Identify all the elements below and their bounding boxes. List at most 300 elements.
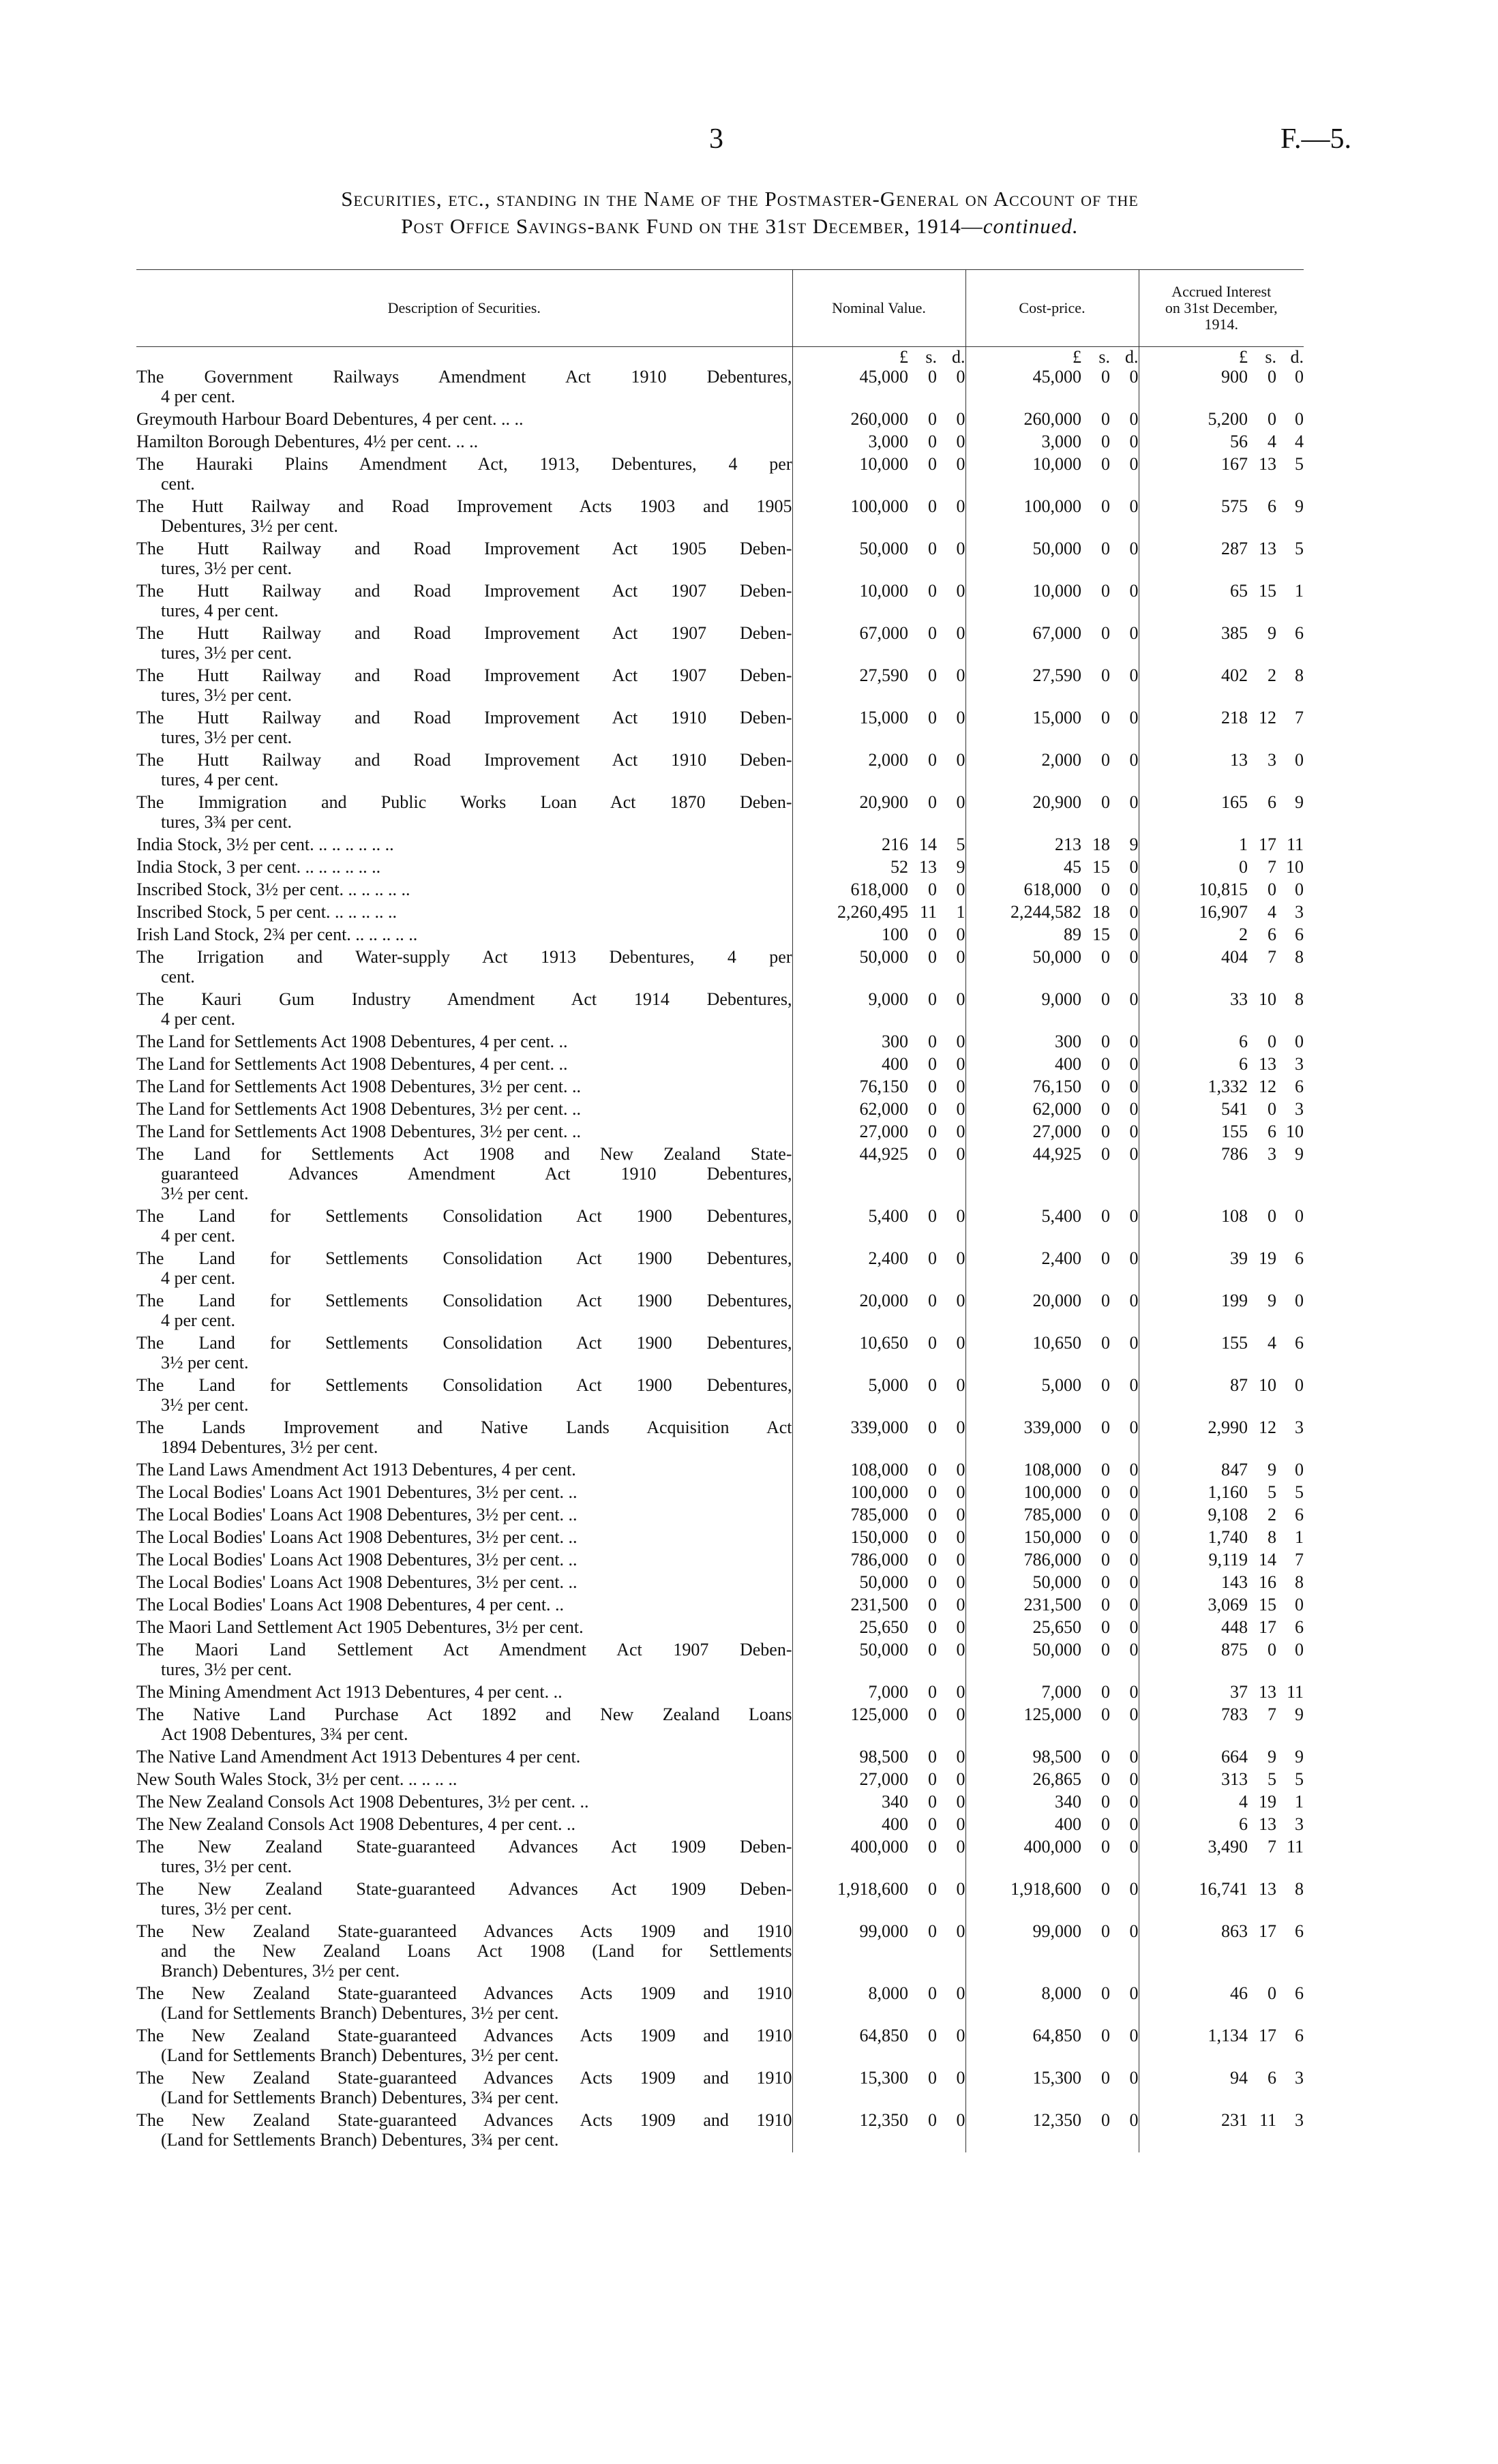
description-line-1: The New Zealand State-guaranteed Advances Acts 1909 and 1910 xyxy=(136,2068,792,2088)
security-description xyxy=(136,1482,792,1505)
nominal-pence: 0 xyxy=(956,367,965,387)
cost-pounds: 89 xyxy=(965,925,1081,947)
nominal-shillings: 0 xyxy=(928,1144,937,1164)
cost-shillings: 0 xyxy=(1101,1550,1110,1569)
nominal-shillings: 0 xyxy=(928,792,937,812)
interest-pence: 5 xyxy=(1295,539,1304,558)
cost-pence: 0 xyxy=(1129,857,1139,877)
cost-pounds: 27,000 xyxy=(965,1122,1081,1144)
interest-pence: 0 xyxy=(1295,1206,1304,1226)
security-description xyxy=(136,367,792,409)
description-line-2: 4 per cent. xyxy=(161,1268,236,1288)
interest-shillings: 4 xyxy=(1268,1333,1276,1353)
description-line-2: tures, 3½ per cent. xyxy=(161,643,293,663)
description-line-1: The Maori Land Settlement Act Amendment Act 1907 Deben- xyxy=(136,1640,792,1659)
nominal-shillings: 0 xyxy=(928,1704,937,1724)
security-description xyxy=(136,1550,792,1572)
interest-pence: 8 xyxy=(1295,1879,1304,1899)
description-line-1: The Mining Amendment Act 1913 Debentures, 4 per cent. .. xyxy=(136,1682,563,1702)
interest-pounds: 875 xyxy=(1139,1640,1248,1682)
cost-shillings: 0 xyxy=(1101,1879,1110,1899)
table-row xyxy=(136,1206,1304,1248)
description-line-1: Greymouth Harbour Board Debentures, 4 per cent. .. .. xyxy=(136,409,524,429)
cost-pence: 0 xyxy=(1129,1550,1139,1569)
cost-pence: 0 xyxy=(1129,1206,1139,1226)
cost-pounds: 7,000 xyxy=(965,1682,1081,1704)
interest-pence: 6 xyxy=(1295,1333,1304,1353)
cost-pence: 0 xyxy=(1129,1122,1139,1141)
cost-pence: 0 xyxy=(1129,454,1139,474)
cost-pence: 0 xyxy=(1129,623,1139,643)
nominal-shillings: 0 xyxy=(928,1682,937,1702)
interest-pounds: 87 xyxy=(1139,1375,1248,1417)
table-row xyxy=(136,1505,1304,1527)
security-description xyxy=(136,1333,792,1375)
nominal-pounds: 20,900 xyxy=(792,792,908,835)
description-line-1: The Hutt Railway and Road Improvement Act 1907 Deben- xyxy=(136,581,792,601)
description-line-1: The Native Land Purchase Act 1892 and New Zealand Loans xyxy=(136,1704,792,1724)
interest-shillings: 9 xyxy=(1268,1291,1276,1310)
nominal-shillings: 0 xyxy=(928,1206,937,1226)
nominal-pounds: 300 xyxy=(792,1032,908,1054)
nominal-pence: 5 xyxy=(956,835,965,854)
security-description xyxy=(136,1291,792,1333)
nominal-shillings: 0 xyxy=(928,880,937,899)
nominal-pounds: 27,590 xyxy=(792,665,908,708)
cost-pounds: 400 xyxy=(965,1054,1081,1077)
nominal-pounds: 1,918,600 xyxy=(792,1879,908,1921)
nominal-pence: 0 xyxy=(956,581,965,601)
table-row xyxy=(136,1248,1304,1291)
table-row xyxy=(136,1291,1304,1333)
nominal-pounds: 20,000 xyxy=(792,1291,908,1333)
nominal-pounds: 2,260,495 xyxy=(792,902,908,925)
security-description xyxy=(136,1769,792,1792)
cost-pence: 0 xyxy=(1129,1921,1139,1941)
cost-pounds: 260,000 xyxy=(965,409,1081,432)
nominal-pounds: 785,000 xyxy=(792,1505,908,1527)
description-line-1: The Local Bodies' Loans Act 1908 Debentures, 3½ per cent. .. xyxy=(136,1527,578,1547)
description-line-2: tures, 3½ per cent. xyxy=(161,1857,293,1876)
nominal-pence: 0 xyxy=(956,1077,965,1096)
cost-pence: 0 xyxy=(1129,2026,1139,2045)
table-row xyxy=(136,1077,1304,1099)
interest-shillings: 6 xyxy=(1268,1122,1276,1141)
interest-pounds: 783 xyxy=(1139,1704,1248,1747)
interest-shillings: 3 xyxy=(1268,750,1276,770)
description-line-1: The Irrigation and Water-supply Act 1913 Debentures, 4 per xyxy=(136,947,792,967)
description-line-1: The Government Railways Amendment Act 1910 Debentures, xyxy=(136,367,792,387)
nominal-pence: 1 xyxy=(956,902,965,922)
description-line-1: The Native Land Amendment Act 1913 Debentures 4 per cent. xyxy=(136,1747,581,1767)
interest-pounds: 16,907 xyxy=(1139,902,1248,925)
cost-pence: 0 xyxy=(1129,902,1139,922)
nominal-pounds: 62,000 xyxy=(792,1099,908,1122)
description-line-1: The Local Bodies' Loans Act 1908 Debentures, 4 per cent. .. xyxy=(136,1595,565,1614)
interest-pence: 0 xyxy=(1295,409,1304,429)
cost-shillings: 18 xyxy=(1092,835,1110,854)
nominal-shillings: 0 xyxy=(928,1769,937,1789)
cost-pounds: 100,000 xyxy=(965,496,1081,539)
interest-pounds: 1,134 xyxy=(1139,2026,1248,2068)
nominal-pence: 0 xyxy=(956,1417,965,1437)
cost-shillings: 0 xyxy=(1101,1814,1110,1834)
security-description xyxy=(136,792,792,835)
interest-shillings: 6 xyxy=(1268,792,1276,812)
unit-shilling: s. xyxy=(1265,347,1276,367)
header-nominal-value: Nominal Value. xyxy=(792,270,965,347)
nominal-pence: 0 xyxy=(956,1054,965,1074)
nominal-shillings: 0 xyxy=(928,925,937,944)
nominal-pence: 0 xyxy=(956,1595,965,1614)
cost-pounds: 5,000 xyxy=(965,1375,1081,1417)
nominal-pounds: 10,650 xyxy=(792,1333,908,1375)
nominal-pounds: 10,000 xyxy=(792,454,908,496)
security-description xyxy=(136,989,792,1032)
nominal-shillings: 0 xyxy=(928,1291,937,1310)
cost-pence: 0 xyxy=(1129,925,1139,944)
nominal-shillings: 0 xyxy=(928,539,937,558)
description-line-2: and the New Zealand Loans Act 1908 (Land for Settlements xyxy=(161,1941,792,1961)
description-line-1: The Land Laws Amendment Act 1913 Debentures, 4 per cent. xyxy=(136,1460,576,1479)
description-line-2: 3½ per cent. xyxy=(161,1395,249,1415)
interest-pence: 6 xyxy=(1295,2026,1304,2045)
security-description xyxy=(136,880,792,902)
nominal-pounds: 50,000 xyxy=(792,947,908,989)
description-line-1: The New Zealand State-guaranteed Advances Act 1909 Deben- xyxy=(136,1879,792,1899)
cost-shillings: 0 xyxy=(1101,1206,1110,1226)
cost-pounds: 45 xyxy=(965,857,1081,880)
cost-pence: 0 xyxy=(1129,1527,1139,1547)
header-accrued-interest xyxy=(1139,270,1304,347)
description-line-1: The Land for Settlements Consolidation Act 1900 Debentures, xyxy=(136,1291,792,1310)
cost-shillings: 0 xyxy=(1101,1099,1110,1119)
interest-pounds: 3,069 xyxy=(1139,1595,1248,1617)
unit-pound: £ xyxy=(792,347,908,367)
interest-pounds: 402 xyxy=(1139,665,1248,708)
nominal-pence: 0 xyxy=(956,665,965,685)
nominal-pence: 0 xyxy=(956,2068,965,2088)
cost-shillings: 0 xyxy=(1101,1792,1110,1812)
interest-pounds: 33 xyxy=(1139,989,1248,1032)
interest-pounds: 37 xyxy=(1139,1682,1248,1704)
description-line-2: 1894 Debentures, 3½ per cent. xyxy=(161,1437,378,1457)
nominal-shillings: 0 xyxy=(928,409,937,429)
security-description xyxy=(136,857,792,880)
header-interest-line-1: Accrued Interest xyxy=(1171,283,1272,300)
cost-pounds: 27,590 xyxy=(965,665,1081,708)
cost-pounds: 339,000 xyxy=(965,1417,1081,1460)
interest-shillings: 12 xyxy=(1259,708,1276,727)
cost-pounds: 340 xyxy=(965,1792,1081,1814)
nominal-pence: 0 xyxy=(956,708,965,727)
interest-shillings: 0 xyxy=(1268,880,1276,899)
cost-pence: 0 xyxy=(1129,432,1139,451)
nominal-pence: 0 xyxy=(956,1572,965,1592)
cost-pounds: 50,000 xyxy=(965,947,1081,989)
nominal-shillings: 0 xyxy=(928,665,937,685)
nominal-shillings: 0 xyxy=(928,1032,937,1051)
cost-shillings: 0 xyxy=(1101,2068,1110,2088)
description-line-2: 4 per cent. xyxy=(161,1009,236,1029)
table-row xyxy=(136,2068,1304,2110)
nominal-shillings: 0 xyxy=(928,947,937,967)
table-row xyxy=(136,792,1304,835)
nominal-shillings: 0 xyxy=(928,1921,937,1941)
nominal-pounds: 27,000 xyxy=(792,1122,908,1144)
nominal-pounds: 339,000 xyxy=(792,1417,908,1460)
security-description xyxy=(136,708,792,750)
interest-shillings: 3 xyxy=(1268,1144,1276,1164)
interest-shillings: 2 xyxy=(1268,665,1276,685)
interest-pounds: 664 xyxy=(1139,1747,1248,1769)
security-description xyxy=(136,1837,792,1879)
interest-shillings: 13 xyxy=(1259,1814,1276,1834)
interest-shillings: 4 xyxy=(1268,432,1276,451)
title-line-2-text: Post Office Savings-bank Fund on the 31st December, 1914— xyxy=(401,214,983,238)
nominal-pounds: 2,400 xyxy=(792,1248,908,1291)
cost-pounds: 400 xyxy=(965,1814,1081,1837)
cost-shillings: 0 xyxy=(1101,2110,1110,2130)
nominal-shillings: 13 xyxy=(919,857,937,877)
nominal-pence: 0 xyxy=(956,1792,965,1812)
interest-shillings: 14 xyxy=(1259,1550,1276,1569)
table-row xyxy=(136,432,1304,454)
description-line-1: The New Zealand State-guaranteed Advances Acts 1909 and 1910 xyxy=(136,2110,792,2130)
nominal-shillings: 0 xyxy=(928,1595,937,1614)
interest-pence: 3 xyxy=(1295,1054,1304,1074)
cost-shillings: 0 xyxy=(1101,1682,1110,1702)
description-line-1: Inscribed Stock, 5 per cent. .. .. .. .. .. xyxy=(136,902,397,922)
cost-pence: 0 xyxy=(1129,1248,1139,1268)
cost-shillings: 0 xyxy=(1101,708,1110,727)
cost-pounds: 26,865 xyxy=(965,1769,1081,1792)
interest-pence: 3 xyxy=(1295,1099,1304,1119)
interest-shillings: 4 xyxy=(1268,902,1276,922)
interest-pence: 5 xyxy=(1295,1769,1304,1789)
nominal-pounds: 76,150 xyxy=(792,1077,908,1099)
title-continued: continued. xyxy=(983,214,1079,238)
cost-shillings: 0 xyxy=(1101,1640,1110,1659)
cost-pence: 0 xyxy=(1129,1704,1139,1724)
cost-pounds: 2,000 xyxy=(965,750,1081,792)
description-line-2: (Land for Settlements Branch) Debentures, 3¾ per cent. xyxy=(161,2130,559,2150)
interest-pence: 11 xyxy=(1286,1682,1304,1702)
cost-pounds: 45,000 xyxy=(965,367,1081,409)
nominal-pounds: 98,500 xyxy=(792,1747,908,1769)
nominal-pounds: 44,925 xyxy=(792,1144,908,1206)
cost-pounds: 99,000 xyxy=(965,1921,1081,1983)
table-row xyxy=(136,1837,1304,1879)
cost-pence: 0 xyxy=(1129,1460,1139,1479)
nominal-shillings: 0 xyxy=(928,1375,937,1395)
cost-pounds: 618,000 xyxy=(965,880,1081,902)
table-row xyxy=(136,902,1304,925)
nominal-pounds: 2,000 xyxy=(792,750,908,792)
nominal-pence: 9 xyxy=(956,857,965,877)
security-description xyxy=(136,1375,792,1417)
interest-pence: 6 xyxy=(1295,1505,1304,1524)
description-line-2: tures, 3½ per cent. xyxy=(161,685,293,705)
interest-pounds: 165 xyxy=(1139,792,1248,835)
cost-pence: 0 xyxy=(1129,750,1139,770)
nominal-pounds: 5,400 xyxy=(792,1206,908,1248)
cost-shillings: 0 xyxy=(1101,880,1110,899)
interest-pence: 4 xyxy=(1295,432,1304,451)
table-row xyxy=(136,539,1304,581)
table-row xyxy=(136,1054,1304,1077)
cost-pence: 0 xyxy=(1129,947,1139,967)
table-row xyxy=(136,1792,1304,1814)
nominal-shillings: 0 xyxy=(928,581,937,601)
nominal-pounds: 400 xyxy=(792,1814,908,1837)
security-description xyxy=(136,1032,792,1054)
interest-pounds: 199 xyxy=(1139,1291,1248,1333)
description-line-2: tures, 3½ per cent. xyxy=(161,558,293,578)
cost-shillings: 0 xyxy=(1101,947,1110,967)
cost-pence: 0 xyxy=(1129,1572,1139,1592)
cost-shillings: 0 xyxy=(1101,1572,1110,1592)
cost-pence: 0 xyxy=(1129,708,1139,727)
description-line-1: The Lands Improvement and Native Lands Acquisition Act xyxy=(136,1417,792,1437)
interest-shillings: 6 xyxy=(1268,2068,1276,2088)
description-line-1: The Hutt Railway and Road Improvement Acts 1903 and 1905 xyxy=(136,496,792,516)
cost-pounds: 50,000 xyxy=(965,1572,1081,1595)
security-description xyxy=(136,1099,792,1122)
interest-pounds: 541 xyxy=(1139,1099,1248,1122)
nominal-shillings: 0 xyxy=(928,1077,937,1096)
cost-shillings: 15 xyxy=(1092,925,1110,944)
nominal-pence: 0 xyxy=(956,947,965,967)
nominal-pence: 0 xyxy=(956,1505,965,1524)
table-row xyxy=(136,2026,1304,2068)
nominal-shillings: 0 xyxy=(928,1122,937,1141)
nominal-pence: 0 xyxy=(956,454,965,474)
interest-pounds: 1 xyxy=(1139,835,1248,857)
interest-shillings: 10 xyxy=(1259,1375,1276,1395)
cost-pence: 0 xyxy=(1129,1291,1139,1310)
interest-pounds: 108 xyxy=(1139,1206,1248,1248)
nominal-pounds: 400,000 xyxy=(792,1837,908,1879)
interest-pence: 3 xyxy=(1295,1417,1304,1437)
page-reference: F.—5. xyxy=(1280,123,1351,155)
interest-shillings: 8 xyxy=(1268,1527,1276,1547)
cost-pounds: 50,000 xyxy=(965,1640,1081,1682)
security-description xyxy=(136,623,792,665)
interest-shillings: 19 xyxy=(1259,1792,1276,1812)
interest-pence: 7 xyxy=(1295,708,1304,727)
table-row xyxy=(136,1617,1304,1640)
interest-shillings: 7 xyxy=(1268,1837,1276,1857)
nominal-shillings: 0 xyxy=(928,1640,937,1659)
description-line-1: Irish Land Stock, 2¾ per cent. .. .. .. .. .. xyxy=(136,925,418,944)
description-line-3: 3½ per cent. xyxy=(161,1184,249,1203)
nominal-shillings: 0 xyxy=(928,1983,937,2003)
interest-shillings: 17 xyxy=(1259,2026,1276,2045)
description-line-2: tures, 3¾ per cent. xyxy=(161,812,293,832)
nominal-pounds: 7,000 xyxy=(792,1682,908,1704)
interest-pence: 0 xyxy=(1295,1291,1304,1310)
nominal-pence: 0 xyxy=(956,1291,965,1310)
description-line-2: tures, 3½ per cent. xyxy=(161,1899,293,1919)
interest-shillings: 0 xyxy=(1268,1640,1276,1659)
cost-pence: 0 xyxy=(1129,1032,1139,1051)
description-line-2: tures, 4 per cent. xyxy=(161,601,279,620)
interest-shillings: 0 xyxy=(1268,1032,1276,1051)
description-line-1: The Land for Settlements Consolidation Act 1900 Debentures, xyxy=(136,1206,792,1226)
interest-pence: 5 xyxy=(1295,1482,1304,1502)
nominal-pounds: 216 xyxy=(792,835,908,857)
table-row xyxy=(136,1682,1304,1704)
cost-shillings: 0 xyxy=(1101,1837,1110,1857)
nominal-shillings: 0 xyxy=(928,750,937,770)
table-row xyxy=(136,1747,1304,1769)
interest-pence: 8 xyxy=(1295,989,1304,1009)
nominal-pounds: 99,000 xyxy=(792,1921,908,1983)
cost-shillings: 0 xyxy=(1101,792,1110,812)
description-line-1: The Land for Settlements Consolidation Act 1900 Debentures, xyxy=(136,1333,792,1353)
cost-pence: 0 xyxy=(1129,1077,1139,1096)
security-description xyxy=(136,947,792,989)
description-line-1: The Local Bodies' Loans Act 1908 Debentures, 3½ per cent. .. xyxy=(136,1505,578,1524)
table-row xyxy=(136,857,1304,880)
security-description xyxy=(136,665,792,708)
cost-shillings: 0 xyxy=(1101,1460,1110,1479)
description-line-1: The New Zealand State-guaranteed Advances Acts 1909 and 1910 xyxy=(136,1983,792,2003)
security-description xyxy=(136,1505,792,1527)
interest-pence: 6 xyxy=(1295,1921,1304,1941)
interest-shillings: 7 xyxy=(1268,1704,1276,1724)
security-description xyxy=(136,1814,792,1837)
nominal-pence: 0 xyxy=(956,1206,965,1226)
interest-shillings: 0 xyxy=(1268,1206,1276,1226)
description-line-1: The Local Bodies' Loans Act 1908 Debentures, 3½ per cent. .. xyxy=(136,1572,578,1592)
nominal-pounds: 786,000 xyxy=(792,1550,908,1572)
nominal-pounds: 25,650 xyxy=(792,1617,908,1640)
interest-pounds: 65 xyxy=(1139,581,1248,623)
cost-pounds: 15,300 xyxy=(965,2068,1081,2110)
nominal-pounds: 27,000 xyxy=(792,1769,908,1792)
interest-pence: 9 xyxy=(1295,1704,1304,1724)
interest-pounds: 0 xyxy=(1139,857,1248,880)
nominal-pence: 0 xyxy=(956,1617,965,1637)
description-line-1: The New Zealand Consols Act 1908 Debentures, 4 per cent. .. xyxy=(136,1814,576,1834)
securities-table xyxy=(136,269,1304,2152)
interest-pounds: 167 xyxy=(1139,454,1248,496)
cost-pence: 0 xyxy=(1129,1747,1139,1767)
cost-pounds: 20,900 xyxy=(965,792,1081,835)
nominal-shillings: 0 xyxy=(928,1527,937,1547)
security-description xyxy=(136,454,792,496)
table-row xyxy=(136,1769,1304,1792)
interest-pounds: 155 xyxy=(1139,1122,1248,1144)
table-row xyxy=(136,454,1304,496)
interest-pounds: 2 xyxy=(1139,925,1248,947)
interest-pence: 11 xyxy=(1286,1837,1304,1857)
nominal-pounds: 15,300 xyxy=(792,2068,908,2110)
description-line-2: 4 per cent. xyxy=(161,387,236,406)
description-line-1: The Land for Settlements Consolidation Act 1900 Debentures, xyxy=(136,1375,792,1395)
description-line-2: tures, 3½ per cent. xyxy=(161,1659,293,1679)
description-line-2: 3½ per cent. xyxy=(161,1353,249,1372)
nominal-pence: 0 xyxy=(956,989,965,1009)
cost-pence: 0 xyxy=(1129,1640,1139,1659)
interest-pounds: 56 xyxy=(1139,432,1248,454)
interest-pounds: 1,332 xyxy=(1139,1077,1248,1099)
cost-shillings: 0 xyxy=(1101,665,1110,685)
cost-shillings: 0 xyxy=(1101,1291,1110,1310)
interest-pounds: 10,815 xyxy=(1139,880,1248,902)
